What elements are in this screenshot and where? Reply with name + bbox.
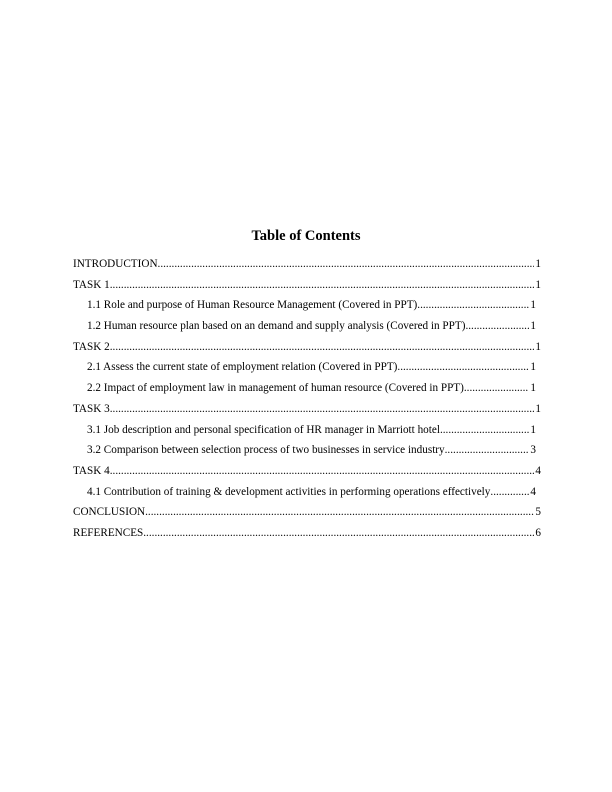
toc-page-number: 1 — [530, 361, 536, 374]
toc-entry-text: TASK 3 — [73, 402, 110, 415]
toc-entry-3-2[interactable] — [73, 443, 536, 464]
toc-page-number: 1 — [535, 278, 541, 291]
toc-page-number: 3 — [530, 444, 536, 457]
toc-dot-leader — [397, 360, 529, 374]
toc-dot-leader — [445, 443, 530, 457]
toc-dot-leader — [440, 423, 529, 437]
toc-page-number: 1 — [530, 299, 536, 312]
toc-entry-text: TASK 2 — [73, 340, 110, 353]
toc-page-number: 6 — [535, 526, 541, 539]
toc-entry-references[interactable] — [73, 526, 541, 547]
toc-entry-text: TASK 1 — [73, 278, 110, 291]
toc-entry-text: 3.2 Comparison between selection process of two businesses in service industry — [87, 444, 445, 457]
toc-page-number: 5 — [535, 506, 541, 519]
toc-entry-introduction[interactable] — [73, 257, 541, 278]
toc-page-number: 1 — [530, 382, 536, 395]
toc-entry-2-1[interactable] — [73, 360, 536, 381]
toc-entry-task-3[interactable] — [73, 402, 541, 423]
toc-page-number: 4 — [535, 464, 541, 477]
toc-dot-leader — [110, 402, 535, 416]
toc-dot-leader — [465, 319, 529, 333]
toc-entry-3-1[interactable] — [73, 423, 536, 444]
toc-dot-leader — [143, 526, 534, 540]
toc-dot-leader — [110, 464, 535, 478]
toc-dot-leader — [110, 278, 535, 292]
toc-page-number: 4 — [530, 485, 536, 498]
toc-entry-conclusion[interactable] — [73, 505, 541, 526]
toc-dot-leader — [158, 257, 535, 271]
toc-entry-1-1[interactable] — [73, 298, 536, 319]
toc-entry-text: 4.1 Contribution of training & development activities in performing operations effectively — [87, 485, 491, 498]
toc-entry-text: 2.1 Assess the current state of employment relation (Covered in PPT) — [87, 361, 398, 374]
toc-entry-task-4[interactable] — [73, 464, 541, 485]
toc-entry-2-2[interactable] — [73, 381, 536, 402]
toc-entry-text: 1.1 Role and purpose of Human Resource Management (Covered in PPT) — [87, 299, 418, 312]
toc-dot-leader — [490, 485, 529, 499]
toc-page-number: 1 — [535, 402, 541, 415]
toc-page-number: 1 — [535, 340, 541, 353]
toc-page-number: 1 — [530, 423, 536, 436]
toc-entry-text: TASK 4 — [73, 464, 110, 477]
toc-entry-text: REFERENCES — [73, 526, 144, 539]
toc-entry-task-2[interactable] — [73, 340, 541, 361]
toc-entry-text: 1.2 Human resource plan based on an demand and supply analysis (Covered in PPT) — [87, 320, 466, 333]
table-of-contents — [73, 257, 541, 547]
toc-dot-leader — [145, 505, 534, 519]
toc-entry-4-1[interactable] — [73, 485, 536, 506]
toc-dot-leader — [110, 340, 535, 354]
toc-title: Table of Contents — [251, 228, 361, 244]
toc-entry-text: 3.1 Job description and personal specification of HR manager in Marriott hotel — [87, 423, 440, 436]
toc-entry-text: INTRODUCTION — [73, 258, 158, 270]
toc-page-number: 1 — [535, 258, 541, 270]
toc-entry-1-2[interactable] — [73, 319, 536, 340]
toc-entry-text: CONCLUSION — [73, 506, 146, 519]
toc-dot-leader — [464, 381, 530, 395]
toc-dot-leader — [417, 298, 529, 312]
toc-page-number: 1 — [530, 320, 536, 333]
toc-entry-text: 2.2 Impact of employment law in management of human resource (Covered in PPT) — [87, 382, 464, 395]
toc-entry-task-1[interactable] — [73, 278, 541, 299]
